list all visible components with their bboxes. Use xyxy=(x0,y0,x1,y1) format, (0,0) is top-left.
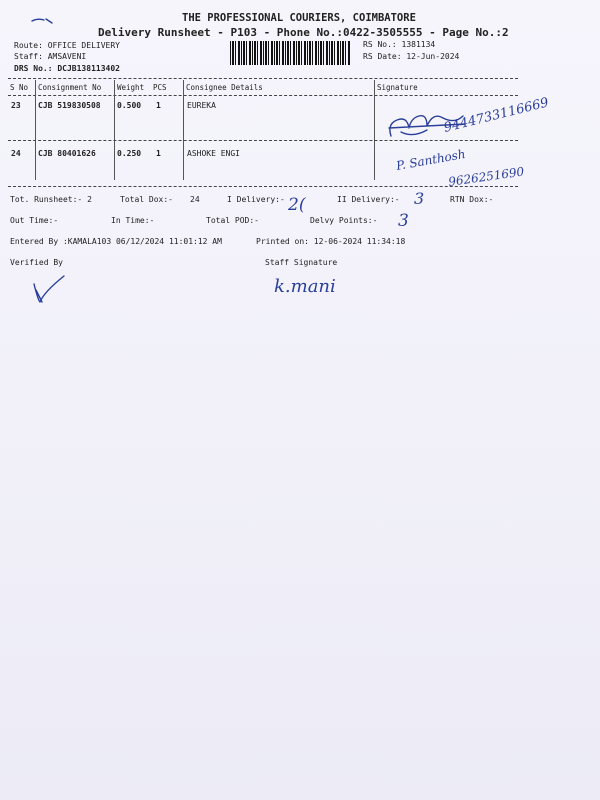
rtn-dox: RTN Dox:- xyxy=(450,195,494,204)
col-sep xyxy=(114,80,115,180)
col-consignee: Consignee Details xyxy=(186,83,263,92)
drs-number: DRS No.: DCJB138113402 xyxy=(14,64,120,73)
row-weight: 0.500 xyxy=(117,101,142,110)
verified-signature xyxy=(30,272,70,312)
company-title: THE PROFESSIONAL COURIERS, COIMBATORE xyxy=(182,12,416,24)
row-weight: 0.250 xyxy=(117,149,142,158)
route-label: Route: OFFICE DELIVERY xyxy=(14,41,120,50)
svg-text:3: 3 xyxy=(414,189,425,208)
col-consignment: Consignment No xyxy=(38,83,102,92)
col-pcs: PCS xyxy=(153,83,167,92)
svg-text:2(: 2( xyxy=(288,195,306,215)
table-header-rule xyxy=(8,95,518,96)
row-sno: 23 xyxy=(11,101,21,110)
signature-scribble xyxy=(383,95,553,152)
row-consignee: ASHOKE ENGI xyxy=(187,149,240,158)
svg-text:k.mani: k.mani xyxy=(274,276,336,297)
col-signature: Signature xyxy=(377,83,418,92)
delvy-points-label: Delvy Points:- xyxy=(310,216,378,225)
col-sep xyxy=(374,80,375,180)
rs-date: RS Date: 12-Jun-2024 xyxy=(363,52,460,61)
svg-text:3: 3 xyxy=(398,211,409,231)
in-time: In Time:- xyxy=(111,216,155,225)
total-pod: Total POD:- xyxy=(206,216,259,225)
staff-label: Staff: AMSAVENI xyxy=(14,52,87,61)
staff-signature-handwritten xyxy=(270,268,380,306)
delvy-points-handwritten xyxy=(396,208,418,236)
verified-by-label: Verified By xyxy=(10,258,63,267)
col-weight: Weight xyxy=(117,83,145,92)
signature-phone: 9444733116669 xyxy=(442,95,551,136)
rs-number: RS No.: 1381134 xyxy=(363,40,436,49)
row-consignment: CJB 519830508 xyxy=(38,101,101,110)
row-consignment: CJB 80401626 xyxy=(38,149,96,158)
signature-phone: 9626251690 xyxy=(447,164,526,189)
signature-name: P. Santhosh xyxy=(395,147,467,173)
total-dox-value: 24 xyxy=(190,195,200,204)
col-sep xyxy=(35,80,36,180)
total-dox-label: Total Dox:- xyxy=(120,195,173,204)
row-pcs: 1 xyxy=(156,101,161,110)
row-sno: 24 xyxy=(11,149,21,158)
stray-pen-mark xyxy=(30,10,60,29)
entered-by: Entered By :KAMALA103 06/12/2024 11:01:12 AM xyxy=(10,237,222,246)
out-time: Out Time:- xyxy=(10,216,59,225)
ii-delivery-label: II Delivery:- xyxy=(337,195,400,204)
staff-signature-label: Staff Signature xyxy=(265,258,338,267)
row-consignee: EUREKA xyxy=(187,101,216,110)
barcode xyxy=(230,41,350,65)
printed-on: Printed on: 12-06-2024 11:34:18 xyxy=(256,237,406,246)
table-top-rule xyxy=(8,78,518,79)
i-delivery-label: I Delivery:- xyxy=(227,195,285,204)
row-pcs: 1 xyxy=(156,149,161,158)
tot-runsheet: Tot. Runsheet:- 2 xyxy=(10,195,92,204)
col-sno: S No xyxy=(10,83,29,92)
col-sep xyxy=(183,80,184,180)
runsheet-title: Delivery Runsheet - P103 - Phone No.:0422-3505555 - Page No.:2 xyxy=(98,26,509,39)
